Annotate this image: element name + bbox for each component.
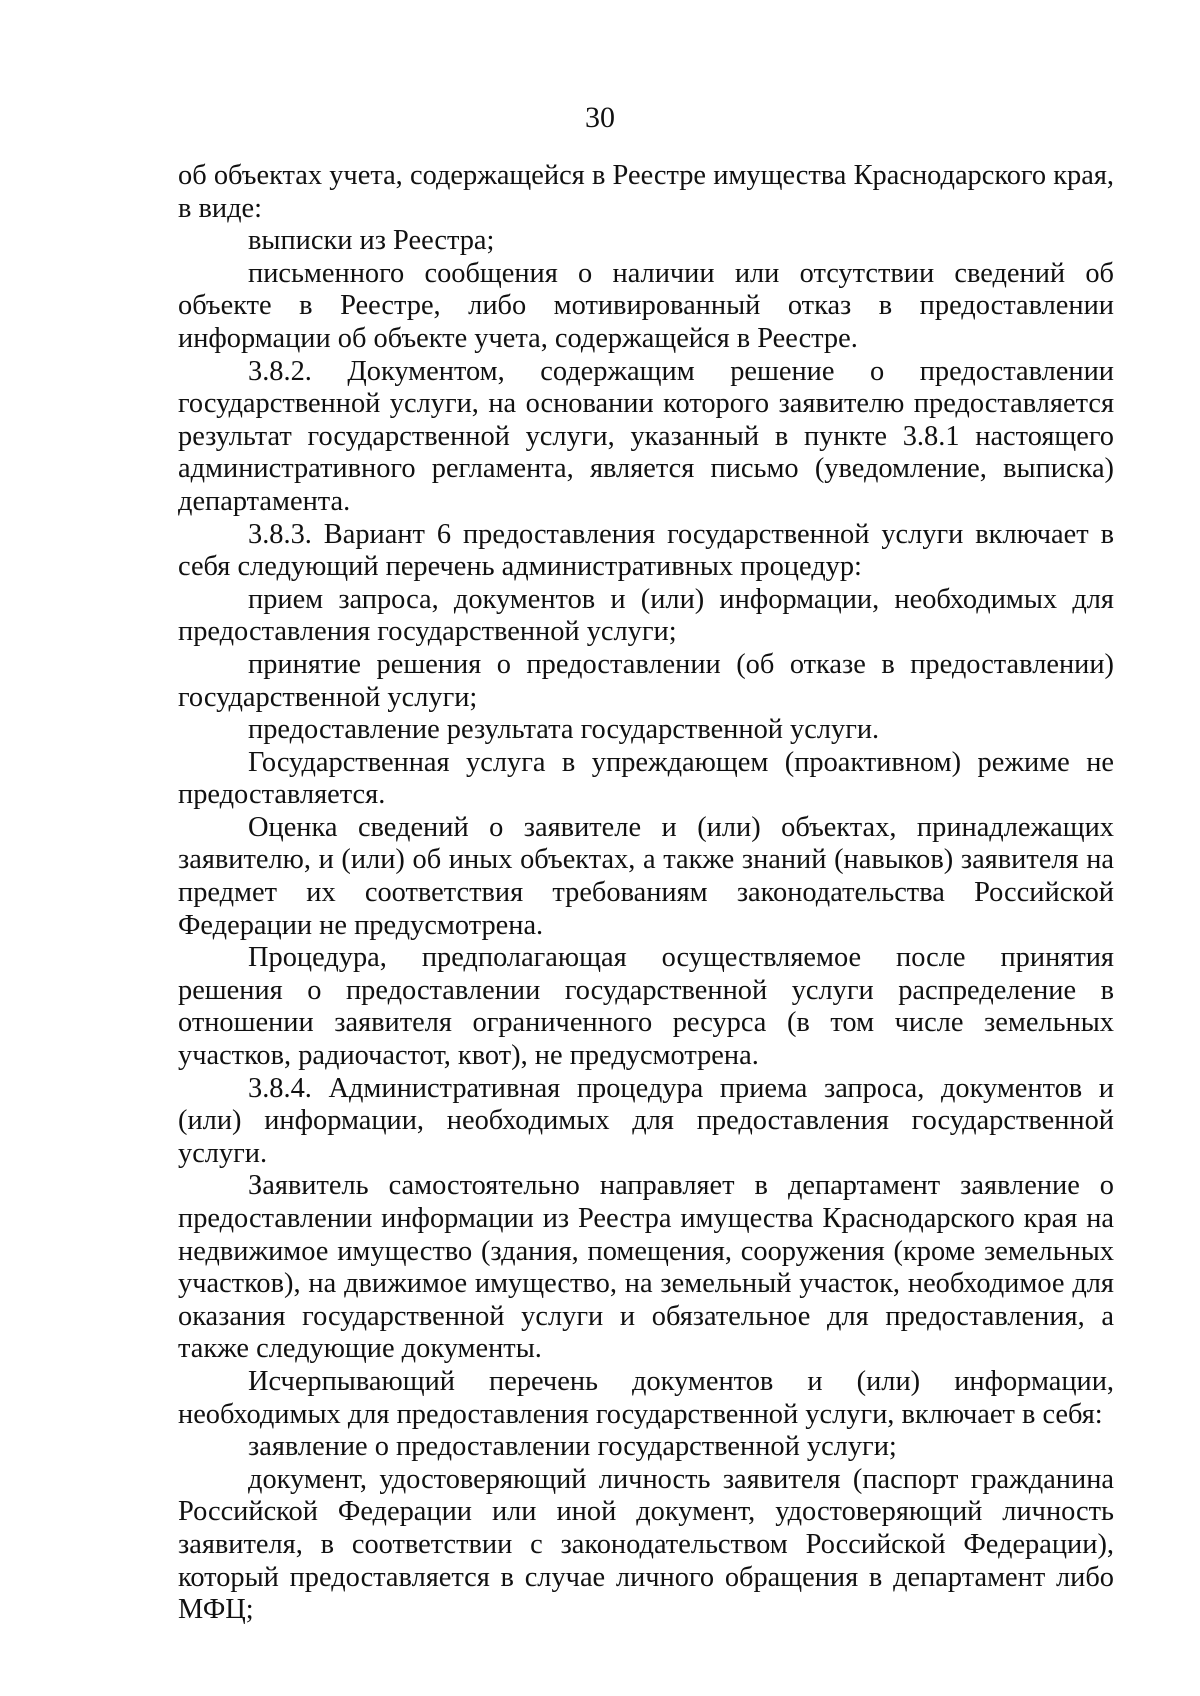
page-number: 30 xyxy=(585,101,615,134)
paragraph: письменного сообщения о наличии или отсутствии сведений об объекте в Реестре, либо мотивированный отказ в предоставлении информации об объекте учета, содержащейся в Реестре. xyxy=(178,257,1114,354)
paragraph: об объектах учета, содержащейся в Реестре имущества Краснодарского края, в виде: xyxy=(178,160,1114,224)
paragraph: Государственная услуга в упреждающем (проактивном) режиме не предоставляется. xyxy=(178,746,1114,811)
paragraph: 3.8.4. Административная процедура приема запроса, документов и (или) информации, необходимых для предоставления государственной услуги. xyxy=(178,1072,1114,1169)
paragraph: Оценка сведений о заявителе и (или) объектах, принадлежащих заявителю, и (или) об иных объектах, а также знаний (навыков) заявителя на предмет их соответствия требованиям законодательства Российской Федерации не предусмотрена. xyxy=(178,811,1114,941)
paragraph: 3.8.2. Документом, содержащим решение о предоставлении государственной услуги, на основании которого заявителю предоставляется результат государственной услуги, указанный в пункте 3.8.1 настоящего административного регламента, является письмо (уведомление, выписка) департамента. xyxy=(178,355,1114,517)
paragraph: заявление о предоставлении государственной услуги; xyxy=(248,1431,897,1463)
document-body xyxy=(178,160,1114,1627)
paragraph: предоставление результата государственной услуги. xyxy=(248,714,880,746)
paragraph: Заявитель самостоятельно направляет в департамент заявление о предоставлении информации из Реестра имущества Краснодарского края на недвижимое имущество (здания, помещения, сооружения (кроме земельных участков), на движимое имущество, на земельный участок, необходимое для оказания государственной услуги и обязательное для предоставления, а также следующие документы. xyxy=(178,1170,1114,1365)
paragraph: Исчерпывающий перечень документов и (или) информации, необходимых для предоставления государственной услуги, включает в себя: xyxy=(178,1365,1114,1430)
paragraph: принятие решения о предоставлении (об отказе в предоставлении) государственной услуги; xyxy=(178,648,1114,713)
paragraph: 3.8.3. Вариант 6 предоставления государственной услуги включает в себя следующий перечень административных процедур: xyxy=(178,518,1114,583)
paragraph: документ, удостоверяющий личность заявителя (паспорт гражданина Российской Федерации или иной документ, удостоверяющий личность заявителя, в соответствии с законодательством Российской Федерации), который предоставляется в случае личного обращения в департамент либо МФЦ; xyxy=(178,1463,1114,1626)
paragraph: прием запроса, документов и (или) информации, необходимых для предоставления государственной услуги; xyxy=(178,583,1114,648)
paragraph: выписки из Реестра; xyxy=(248,225,495,257)
paragraph: Процедура, предполагающая осуществляемое после принятия решения о предоставлении государственной услуги распределение в отношении заявителя ограниченного ресурса (в том числе земельных участков, радиочастот, квот), не предусмотрена. xyxy=(178,942,1114,1072)
